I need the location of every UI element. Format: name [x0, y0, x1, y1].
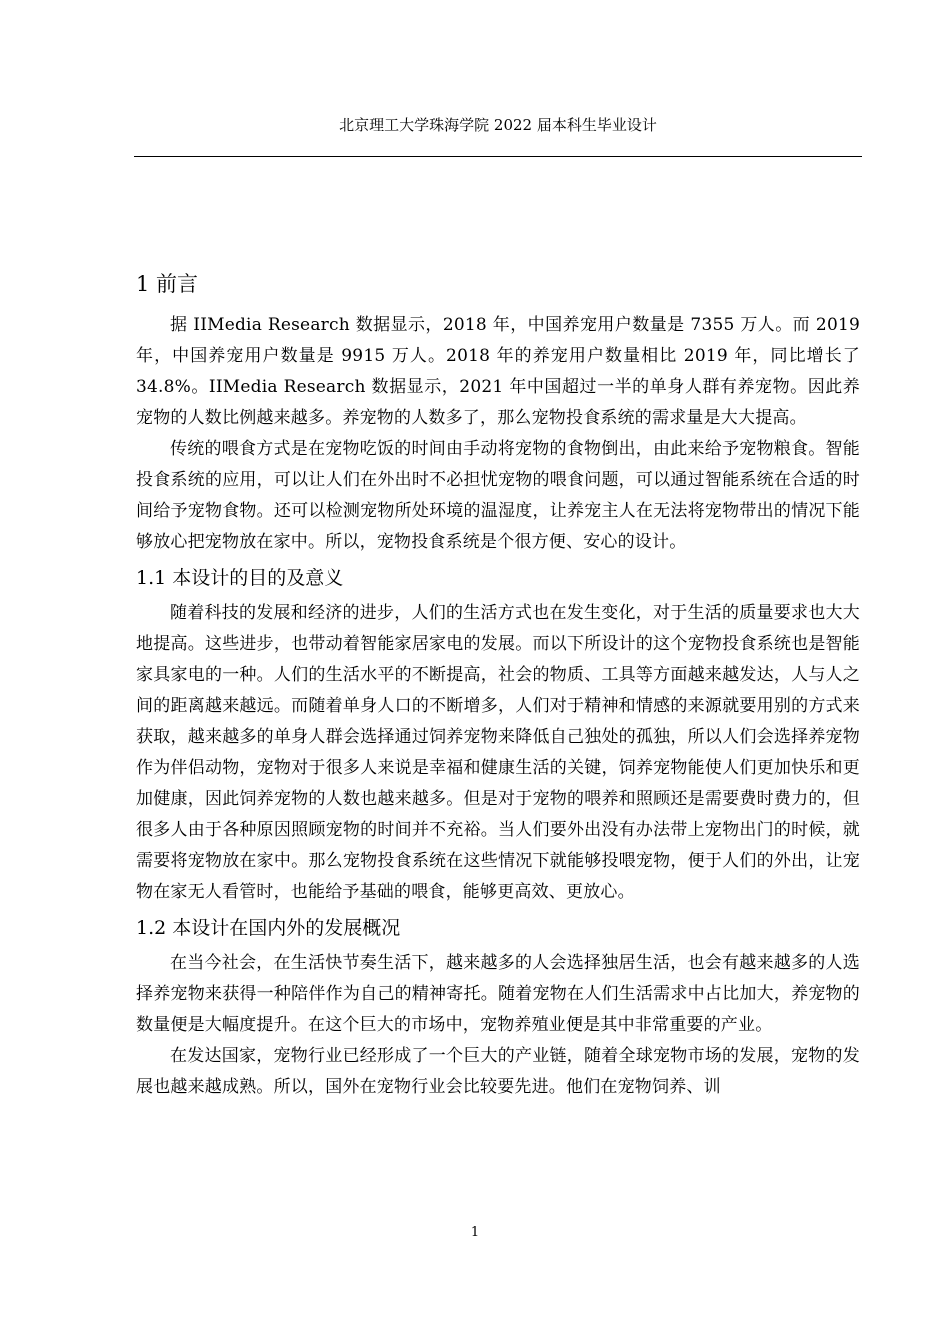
- chapter-heading: 1 前言: [136, 272, 199, 296]
- body-content: [136, 264, 860, 1103]
- header-rule: [134, 156, 862, 157]
- page-number: 1: [470, 1225, 480, 1240]
- section-1-2-paragraph-1: 在当今社会，在生活快节奏生活下，越来越多的人会选择独居生活，也会有越来越多的人选择养宠物来获得一种陪伴作为自己的精神寄托。随着宠物在人们生活需求中占比加大，养宠物的数量便是大幅度提升。在这个巨大的市场中，宠物养殖业便是其中非常重要的产业。: [136, 953, 860, 1035]
- chapter-paragraph-1: 据 IIMedia Research 数据显示，2018 年，中国养宠用户数量是 7355 万人。而 2019 年，中国养宠用户数量是 9915 万人。2018 年的养宠用户数量相比 2019 年，同比增长了 34.8%。IIMedia Research 数据显示，2021 年中国超过一半的单身人群有养宠物。因此养宠物的人数比例越来越多。养宠物的人数多了，那么宠物投食系统的需求量是大大提高。: [136, 315, 860, 428]
- section-1-2-paragraph-2: 在发达国家，宠物行业已经形成了一个巨大的产业链，随着全球宠物市场的发展，宠物的发展也越来越成熟。所以，国外在宠物行业会比较要先进。他们在宠物饲养、训: [136, 1046, 860, 1097]
- section-1-1-paragraph-1: 随着科技的发展和经济的进步，人们的生活方式也在发生变化，对于生活的质量要求也大大地提高。这些进步，也带动着智能家居家电的发展。而以下所设计的这个宠物投食系统也是智能家具家电的一种。人们的生活水平的不断提高，社会的物质、工具等方面越来越发达，人与人之间的距离越来越远。而随着单身人口的不断增多，人们对于精神和情感的来源就要用别的方式来获取，越来越多的单身人群会选择通过饲养宠物来降低自己独处的孤独，所以人们会选择养宠物作为伴侣动物，宠物对于很多人来说是幸福和健康生活的关键，饲养宠物能使人们更加快乐和更加健康，因此饲养宠物的人数也越来越多。但是对于宠物的喂养和照顾还是需要费时费力的，但很多人由于各种原因照顾宠物的时间并不充裕。当人们要外出没有办法带上宠物出门的时候，就需要将宠物放在家中。那么宠物投食系统在这些情况下就能够投喂宠物，便于人们的外出，让宠物在家无人看管时，也能给予基础的喂食，能够更高效、更放心。: [136, 603, 860, 902]
- running-header: 北京理工大学珠海学院 2022 届本科生毕业设计: [339, 116, 657, 134]
- chapter-paragraph-2: 传统的喂食方式是在宠物吃饭的时间由手动将宠物的食物倒出，由此来给予宠物粮食。智能投食系统的应用，可以让人们在外出时不必担忧宠物的喂食问题，可以通过智能系统在合适的时间给予宠物食物。还可以检测宠物所处环境的温湿度，让养宠主人在无法将宠物带出的情况下能够放心把宠物放在家中。所以，宠物投食系统是个很方便、安心的设计。: [136, 439, 860, 552]
- section-heading-1-1: 1.1 本设计的目的及意义: [136, 567, 344, 589]
- section-heading-1-2: 1.2 本设计在国内外的发展概况: [136, 917, 401, 939]
